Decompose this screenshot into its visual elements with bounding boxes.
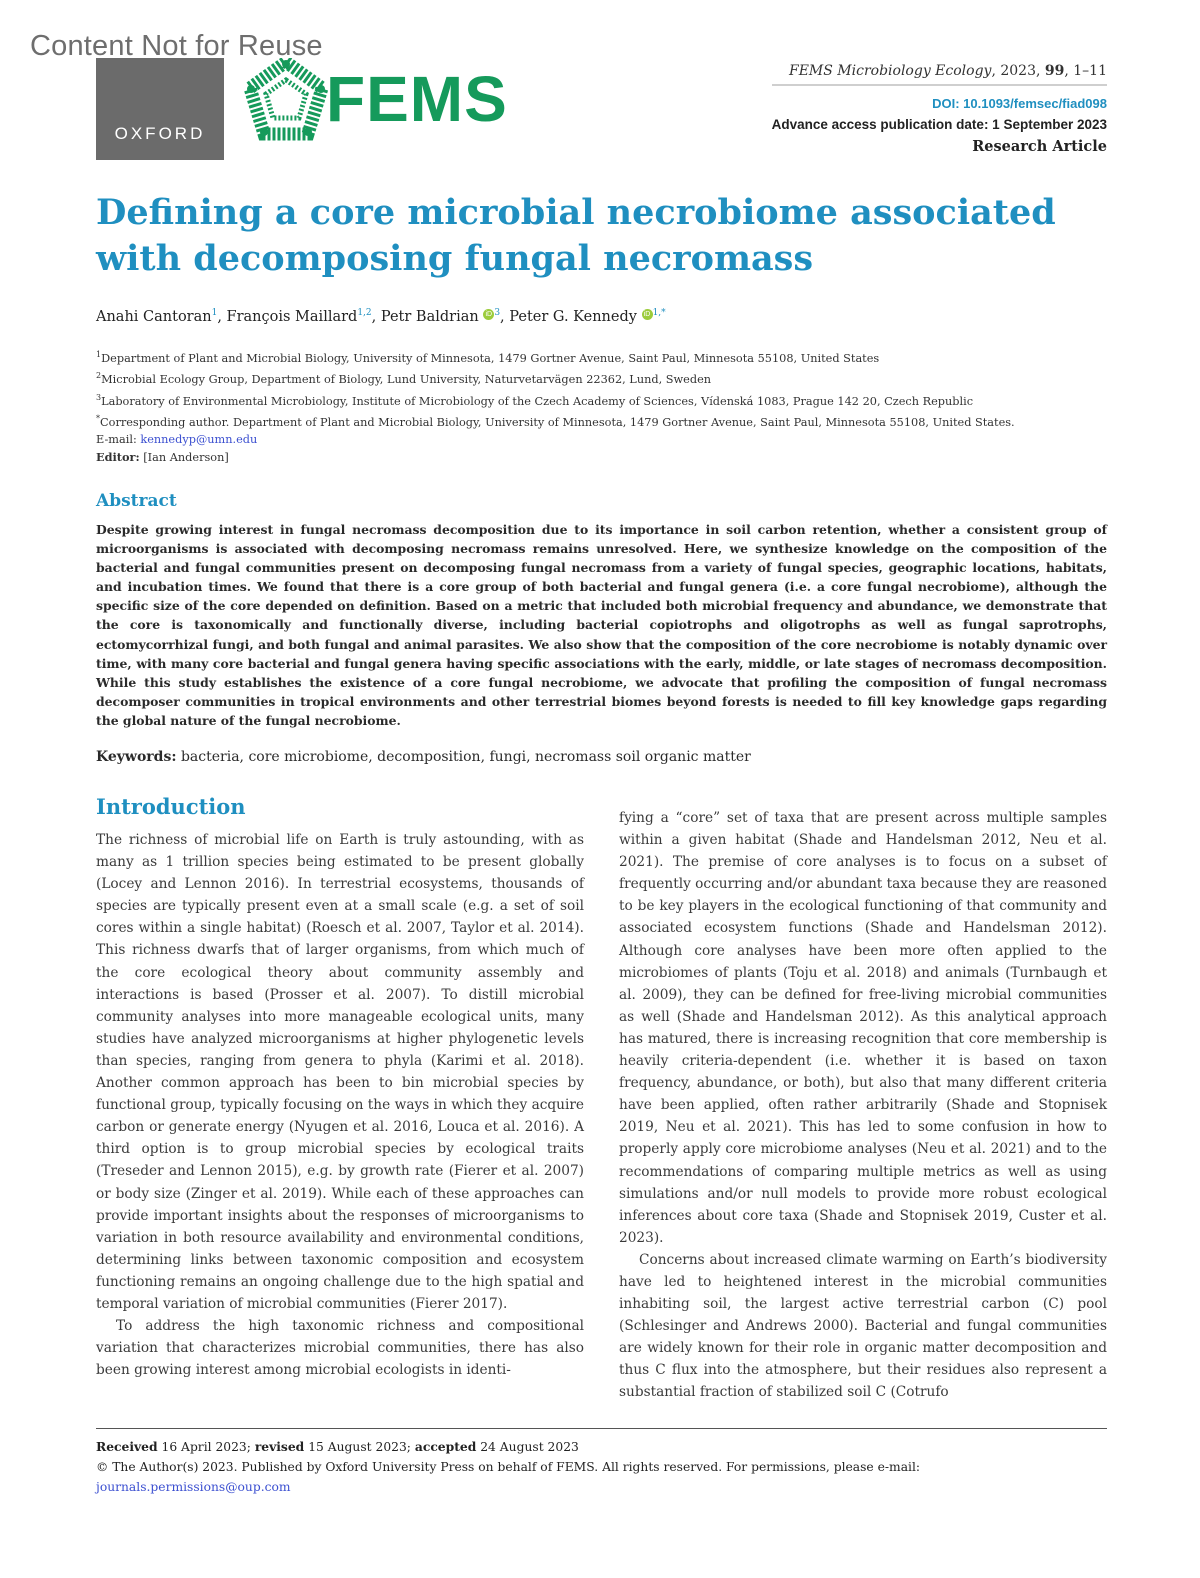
abstract-heading: Abstract — [96, 491, 177, 511]
intro-paragraph: To address the high taxonomic richness and compositional variation that characterizes microbial communities, there has also been growing interest among microbial ecologists in identi- — [96, 1318, 584, 1379]
author-affil-sup: 1,* — [652, 308, 666, 318]
footer-divider — [96, 1428, 1107, 1429]
intro-paragraph: fying a “core” set of taxa that are present across multiple samples within a given habitat (Shade and Handelsman 2012, Neu et al. 2021). The premise of core analyses is to focus on a subset of frequently occurring and/or abundant taxa because they are reasoned to be key players in the ecological functioning of that community and associated ecosystem functions (Shade and Handelsman 2012). Although core analyses have been more often applied to the microbiomes of plants (Toju et al. 2018) and animals (Turnbaugh et al. 2009), they can be defined for free-living microbial communities as well (Shade and Handelsman 2012). As this analytical approach has matured, there is increasing recognition that core membership is heavily criteria-dependent (i.e. whether it is based on taxon frequency, abundance, or both), but also that many different criteria have been applied, often rather arbitrarily (Shade and Stopnisek 2019, Neu et al. 2021). This has led to some confusion in how to properly apply core microbiome analyses (Neu et al. 2021) and to the recommendations of comparing multiple metrics as well as using simulations and/or null models to provide more robust ecological inferences about core taxa (Shade and Stopnisek 2019, Custer et al. 2023). — [619, 810, 1107, 1246]
author-affil-sup: 1 — [211, 308, 218, 318]
author-name[interactable]: François Maillard — [226, 308, 358, 325]
permissions-email-link[interactable]: journals.permissions@oup.com — [96, 1480, 291, 1494]
author-name[interactable]: Peter G. Kennedy — [509, 308, 637, 325]
affiliations — [96, 346, 1116, 467]
received-label: Received — [96, 1439, 158, 1454]
email-line — [96, 431, 1116, 449]
affiliation-text: Corresponding author. Department of Plant and Microbial Biology, University of Minnesota, 1479 Gortner Avenue, Saint Paul, Minnesota 55108, United States. — [100, 415, 1015, 429]
accepted-date: 24 August 2023 — [476, 1440, 579, 1454]
author-affil-sup: 3 — [494, 308, 501, 318]
received-date: 16 April 2023; — [157, 1440, 255, 1454]
affiliation-sup: 2 — [96, 371, 102, 381]
affiliation-text: Microbial Ecology Group, Department of Biology, Lund University, Naturvetarvägen 22362, Lund, Sweden — [101, 373, 712, 387]
intro-column-right — [619, 807, 1107, 1404]
orcid-icon[interactable]: iD — [642, 309, 653, 320]
keywords-label: Keywords: — [96, 749, 177, 765]
journal-name: FEMS Microbiology Ecology — [789, 63, 992, 79]
affiliation-text: Laboratory of Environmental Microbiology, Institute of Microbiology of the Czech Academy of Sciences, Vídenská 1083, Prague 142 20, Czech Republic — [101, 394, 974, 408]
affiliation-item — [96, 389, 1116, 410]
journal-volume: 99 — [1044, 63, 1065, 79]
advance-access-date: Advance access publication date: 1 September 2023 — [771, 117, 1107, 132]
history-dates — [96, 1437, 920, 1457]
revised-label: revised — [254, 1439, 305, 1454]
author-name[interactable]: Petr Baldrian — [380, 308, 479, 325]
intro-paragraph: Concerns about increased climate warming on Earth’s biodiversity have led to heightened interest in the microbial communities inhabiting soil, the largest active terrestrial carbon (C) pool (Schlesinger and Andrews 2000). Bacterial and fungal communities are widely known for their role in organic matter decomposition and thus C flux into the atmosphere, but their residues also represent a substantial fraction of stabilized soil C (Cotrufo — [619, 1251, 1107, 1401]
affiliation-sup: 3 — [96, 392, 102, 402]
paper-title: Defining a core microbial necrobiome associated with decomposing fungal necromass — [96, 192, 1056, 279]
affiliation-item — [96, 367, 1116, 388]
watermark-text: Content Not for Reuse — [30, 30, 323, 62]
revised-date: 15 August 2023; — [304, 1440, 415, 1454]
introduction-heading: Introduction — [96, 794, 246, 819]
author-name[interactable]: Anahi Cantoran — [96, 308, 212, 325]
editor-name: [Ian Anderson] — [139, 451, 229, 465]
keywords-text: bacteria, core microbiome, decomposition, fungi, necromass soil organic matter — [176, 749, 751, 765]
editor-line — [96, 449, 1116, 467]
doi-link[interactable]: DOI: 10.1093/femsec/fiad098 — [932, 96, 1107, 111]
footer — [96, 1437, 920, 1497]
accepted-label: accepted — [414, 1439, 477, 1454]
keywords-line — [96, 749, 751, 765]
abstract-text: Despite growing interest in fungal necromass decomposition due to its importance in soil carbon retention, whether a consistent group of microorganisms is associated with decomposing necromass remains unresolved. Here, we synthesize knowledge on the composition of the bacterial and fungal communities present on decomposing fungal necromass from a variety of fungal species, geographic locations, habitats, and incubation times. We found that there is a core group of both bacterial and fungal genera (i.e. a core fungal necrobiome), although the specific size of the core depended on definition. Based on a metric that included both microbial frequency and abundance, we demonstrate that the core is taxonomically and functionally diverse, including bacterial copiotrophs and oligotrophs as well as fungal saprotrophs, ectomycorrhizal fungi, and both fungal and animal parasites. We also show that the composition of the core necrobiome is notably dynamic over time, with many core bacterial and fungal genera having specific associations with the early, middle, or late stages of necromass decomposition. While this study establishes the existence of a core fungal necrobiome, we advocate that profiling the composition of fungal necromass decomposer communities in tropical environments and other terrestrial biomes beyond forests is needed to fill key knowledge gaps regarding the global nature of the fungal necrobiome. — [96, 522, 1107, 728]
fems-logo-text: FEMS — [326, 63, 508, 135]
copyright-notice: © The Author(s) 2023. Published by Oxford University Press on behalf of FEMS. All rights reserved. For permissions, please e-mail: — [96, 1460, 921, 1474]
affiliation-sup: * — [96, 414, 100, 424]
orcid-icon[interactable]: iD — [483, 309, 494, 320]
author-affil-sup: 1,2 — [357, 308, 372, 318]
editor-label: Editor: — [96, 450, 140, 465]
journal-year: , 2023, — [991, 63, 1045, 79]
journal-citation — [772, 63, 1107, 86]
journal-pages: , 1–11 — [1064, 63, 1107, 79]
affiliation-sup: 1 — [96, 350, 102, 359]
oxford-logo — [96, 58, 224, 160]
intro-paragraph: The richness of microbial life on Earth is truly astounding, with as many as 1 trillion species being estimated to be present globally (Locey and Lennon 2016). In terrestrial ecosystems, thousands of species are typically present even at a small scale (e.g. a set of soil cores within a single habitat) (Roesch et al. 2007, Taylor et al. 2014). This richness dwarfs that of larger organisms, from which much of the core ecological theory about community assembly and interactions is based (Prosser et al. 2007). To distill microbial community analyses into more manageable ecological units, many studies have analyzed microorganisms at higher phylogenetic levels than species, ranging from genera to phyla (Karimi et al. 2018). Another common approach has been to bin microbial species by functional group, typically focusing on the ways in which they acquire carbon or generate energy (Nyugen et al. 2016, Louca et al. 2016). A third option is to group microbial species by ecological traits (Treseder and Lennon 2015), e.g. by growth rate (Fierer et al. 2007) or body size (Zinger et al. 2019). While each of these approaches can provide important insights about the responses of microorganisms to variation in both resource availability and environmental conditions, determining links between taxonomic composition and ecosystem functioning remains an ongoing challenge due to the high spatial and temporal variation of microbial communities (Fierer 2017). — [96, 832, 584, 1312]
affiliation-text: Department of Plant and Microbial Biology, University of Minnesota, 1479 Gortner Avenue, Saint Paul, Minnesota 55108, United States — [101, 351, 880, 365]
intro-column-left — [96, 829, 584, 1381]
email-link[interactable]: kennedyp@umn.edu — [140, 433, 258, 447]
email-label: E-mail: — [96, 433, 141, 447]
article-type: Research Article — [972, 138, 1107, 155]
affiliation-item — [96, 346, 1116, 367]
journal-info — [772, 63, 1107, 155]
affiliation-item — [96, 410, 1116, 431]
oxford-logo-text: OXFORD — [114, 124, 206, 143]
author-list: Anahi Cantoran$^1$, François Maillard$^{1,2}$, Petr Baldrian iD $^3$, Peter G. Kennedy iD $^{1,*}$ — [96, 308, 666, 325]
